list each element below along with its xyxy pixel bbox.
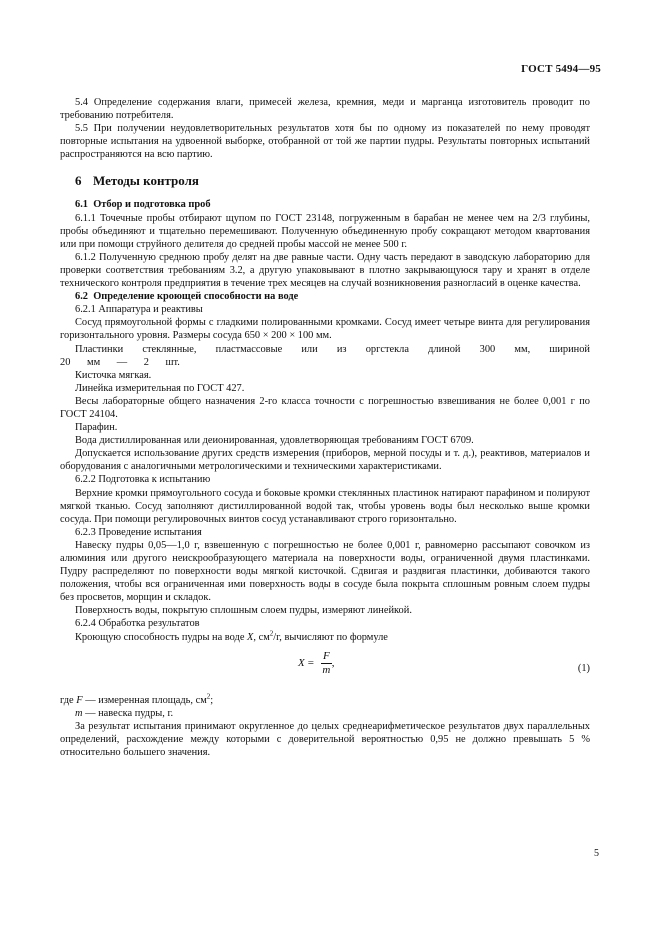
equipment-item: Кисточка мягкая. — [75, 369, 152, 381]
subsection-number: 6.1 — [75, 199, 88, 211]
variable-f: F — [76, 694, 83, 706]
clause-5-5: 5.5 При получении неудовлетворительных результатов хотя бы по одному из показателей по нему проводят повторные испытания на удвоенной выборке, отобранной от той же партии пудры. Результаты повторных испытаний распространяются на всю партию. — [60, 123, 590, 161]
equipment-item: Вода дистиллированная или деионированная, удовлетворяющая требованиям ГОСТ 6709. — [75, 435, 474, 447]
equipment-item: Допускается использование других средств измерения (приборов, мерной посуды и т. д.), реактивов, материалов и оборудования с аналогичными метрологическими и техническими характеристиками. — [60, 448, 590, 473]
section-title: Методы контроля — [93, 173, 199, 189]
section-heading — [75, 173, 590, 189]
clause-6-2-3-text2: Поверхность воды, покрытую сплошным слоем пудры, измеряют линейкой. — [75, 605, 412, 617]
clause-6-2-4-title: 6.2.4 Обработка результатов — [75, 618, 200, 630]
subsection-number: 6.2 — [75, 291, 88, 303]
subsection-title: Отбор и подготовка проб — [93, 199, 211, 211]
where-f — [60, 694, 590, 707]
formula-numerator: F — [322, 649, 330, 662]
clause-6-2-4-intro — [60, 631, 590, 644]
equipment-item: Весы лабораторные общего назначения 2-го класса точности с погрешностью взвешивания не более 0,001 г по ГОСТ 24104. — [60, 395, 590, 420]
formula-comma: , — [331, 656, 335, 669]
clause-6-2-2-text: Верхние кромки прямоугольного сосуда и боковые кромки стеклянных пластинок натирают парафином и полируют мягкой тканью. Сосуд заполняют дистиллированной водой так, чтобы уровень воды был несколько выше кромки сосуда. При помощи регулировочных винтов сосуд устанавливают строго горизонтально. — [60, 487, 590, 525]
final-paragraph: За результат испытания принимают округленное до целых среднеарифметическое результатов двух параллельных определений, расхождение между которыми с доверительной вероятностью 0,95 не должно превышать 5 % относительно большего значения. — [60, 720, 590, 759]
variable-x: X — [247, 631, 254, 643]
formula-block — [60, 650, 590, 690]
formula-equals: = — [307, 656, 314, 669]
equipment-item: Парафин. — [75, 422, 118, 434]
unit-text: , см — [253, 631, 270, 643]
intro-text: Кроющую способность пудры на воде — [75, 631, 245, 643]
where-m-desc: — навеска пудры, г. — [82, 707, 174, 719]
page-content — [60, 96, 590, 759]
where-desc: — измеренная площадь, см — [82, 694, 207, 706]
where-tail: ; — [210, 694, 214, 706]
clause-5-4: 5.4 Определение содержания влаги, примесей железа, кремния, меди и марганца изготовитель проводит по требованию потребителя. — [60, 97, 590, 122]
unit-exponent: 2 — [206, 692, 211, 701]
equipment-item: Линейка измерительная по ГОСТ 427. — [75, 382, 245, 394]
where-m — [60, 707, 590, 720]
formula — [298, 650, 334, 677]
clause-6-1-2: 6.1.2 Полученную среднюю пробу делят на две равные части. Одну часть передают в заводскую лабораторию для проверки соответствия требованиям 3.2, а другую упаковывают в плотно закрывающуюся тару и хранят в отделе технического контроля предприятия в течение трех месяцев на случай возникновения разногласий в оценке качества. — [60, 251, 590, 290]
subsection-6-2-heading — [60, 290, 590, 303]
formula-denominator: m — [322, 663, 331, 676]
clause-6-2-1: 6.2.1 Аппаратура и реактивы — [75, 304, 203, 316]
equipment-item: Сосуд прямоугольной формы с гладкими полированными кромками. Сосуд имеет четыре винта для регулирования горизонтального уровня. Размеры сосуда 650 × 200 × 100 мм. — [60, 317, 590, 342]
formula-lhs: X — [298, 656, 305, 669]
clause-6-2-3-text: Навеску пудры 0,05—1,0 г, взвешенную с погрешностью не более 0,001 г, равномерно рассыпают совочком из алюминия или другого неискрообразующего материала на поверхности воды, ограниченной двумя пластинками. Пудру распределяют по поверхности воды мягкой кисточкой. Сдвигая и раздвигая пластинки, добиваются такого положения, чтобы вся ограниченная ими поверхность воды в сосуде была покрыта сплошным ровным слоем пудры без просветов, морщин и складок. — [60, 539, 590, 604]
clause-6-2-3-title: 6.2.3 Проведение испытания — [75, 526, 202, 538]
section-number: 6 — [75, 173, 82, 189]
subsection-title: Определение кроющей способности на воде — [93, 291, 299, 303]
standard-header: ГОСТ 5494—95 — [521, 63, 601, 75]
page-number: 5 — [594, 848, 599, 859]
subsection-6-1-heading — [60, 198, 590, 211]
equipment-item: Пластинки стеклянные, пластмассовые или из оргстекла длиной 300 мм, шириной 20 мм — 2 шт. — [60, 343, 590, 368]
unit-exponent: 2 — [269, 629, 274, 638]
intro-tail: /г, вычисляют по формуле — [273, 631, 388, 643]
formula-fraction — [321, 650, 332, 677]
clause-6-1-1: 6.1.1 Точечные пробы отбирают щупом по ГОСТ 23148, погруженным в барабан не менее чем на 2/3 глубины, пробы объединяют и тщательно перемешивают. Полученную объединенную пробу сокращают методом квартования или при помощи струйного делителя до средней пробы массой не менее 500 г. — [60, 212, 590, 250]
formula-number: (1) — [577, 662, 590, 674]
variable-m: m — [75, 707, 83, 719]
clause-6-2-2-title: 6.2.2 Подготовка к испытанию — [75, 474, 211, 486]
where-text: где — [60, 694, 77, 706]
